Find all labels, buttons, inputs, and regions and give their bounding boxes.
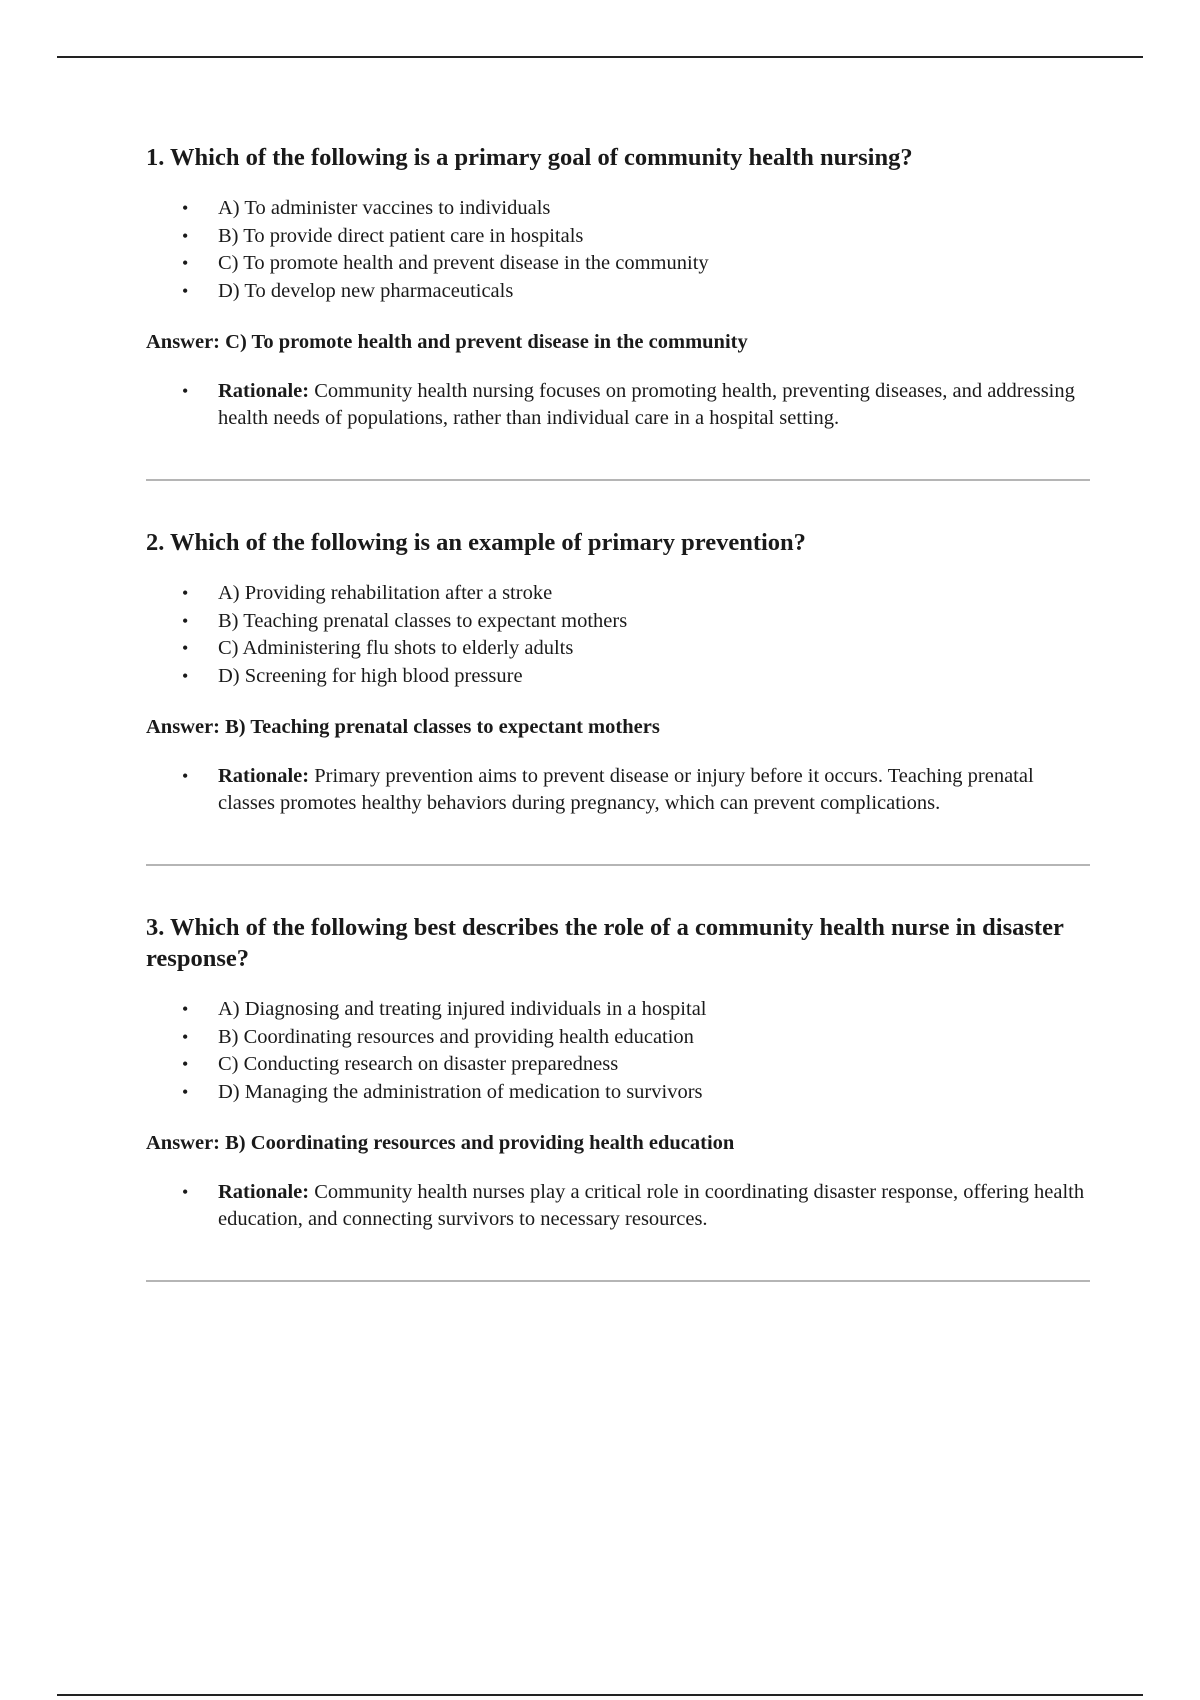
document-body xyxy=(146,142,1090,1328)
option-b: • B) To provide direct patient care in hospitals xyxy=(146,223,1090,251)
rationale-item xyxy=(146,763,1090,817)
options-list xyxy=(146,580,1090,690)
option-b: • B) Teaching prenatal classes to expectant mothers xyxy=(146,608,1090,636)
option-b: • B) Coordinating resources and providing health education xyxy=(146,1024,1090,1052)
option-c: • C) To promote health and prevent disease in the community xyxy=(146,250,1090,278)
rationale-list xyxy=(146,1179,1090,1233)
option-d: • D) To develop new pharmaceuticals xyxy=(146,278,1090,306)
question-title: 2. Which of the following is an example of primary prevention? xyxy=(146,529,806,556)
page-top-rule xyxy=(57,56,1143,58)
option-d: • D) Screening for high blood pressure xyxy=(146,663,1090,691)
option-c: • C) Administering flu shots to elderly adults xyxy=(146,635,1090,663)
rationale-list xyxy=(146,763,1090,817)
rationale-text: Primary prevention aims to prevent disease or injury before it occurs. Teaching prenatal classes promotes healthy behaviors during pregnancy, which can prevent complications. xyxy=(218,765,1034,814)
rationale-list xyxy=(146,378,1090,432)
page-bottom-rule xyxy=(57,1694,1143,1696)
rationale-label: Rationale: xyxy=(218,765,310,787)
question-separator xyxy=(146,864,1090,866)
answer-line: Answer: B) Coordinating resources and providing health education xyxy=(146,1132,735,1154)
options-list xyxy=(146,195,1090,305)
rationale-text: Community health nurses play a critical role in coordinating disaster response, offering health education, and connecting survivors to necessary resources. xyxy=(218,1181,1085,1230)
question-separator xyxy=(146,1280,1090,1282)
option-a: • A) Diagnosing and treating injured individuals in a hospital xyxy=(146,996,1090,1024)
rationale-text: Community health nursing focuses on promoting health, preventing diseases, and addressing health needs of populations, rather than individual care in a hospital setting. xyxy=(218,380,1075,429)
rationale-label: Rationale: xyxy=(218,380,310,402)
rationale-label: Rationale: xyxy=(218,1181,310,1203)
answer-line: Answer: C) To promote health and prevent disease in the community xyxy=(146,331,748,353)
question-title: 3. Which of the following best describes the role of a community health nurse in disaster response? xyxy=(146,914,1064,972)
question-2 xyxy=(146,527,1090,817)
answer-line: Answer: B) Teaching prenatal classes to expectant mothers xyxy=(146,716,660,738)
option-a: • A) To administer vaccines to individuals xyxy=(146,195,1090,223)
rationale-item xyxy=(146,1179,1090,1233)
option-d: • D) Managing the administration of medication to survivors xyxy=(146,1079,1090,1107)
question-separator xyxy=(146,479,1090,481)
question-title: 1. Which of the following is a primary goal of community health nursing? xyxy=(146,144,913,171)
rationale-item xyxy=(146,378,1090,432)
question-3 xyxy=(146,912,1090,1233)
option-a: • A) Providing rehabilitation after a stroke xyxy=(146,580,1090,608)
options-list xyxy=(146,996,1090,1106)
question-1 xyxy=(146,142,1090,432)
option-c: • C) Conducting research on disaster preparedness xyxy=(146,1051,1090,1079)
